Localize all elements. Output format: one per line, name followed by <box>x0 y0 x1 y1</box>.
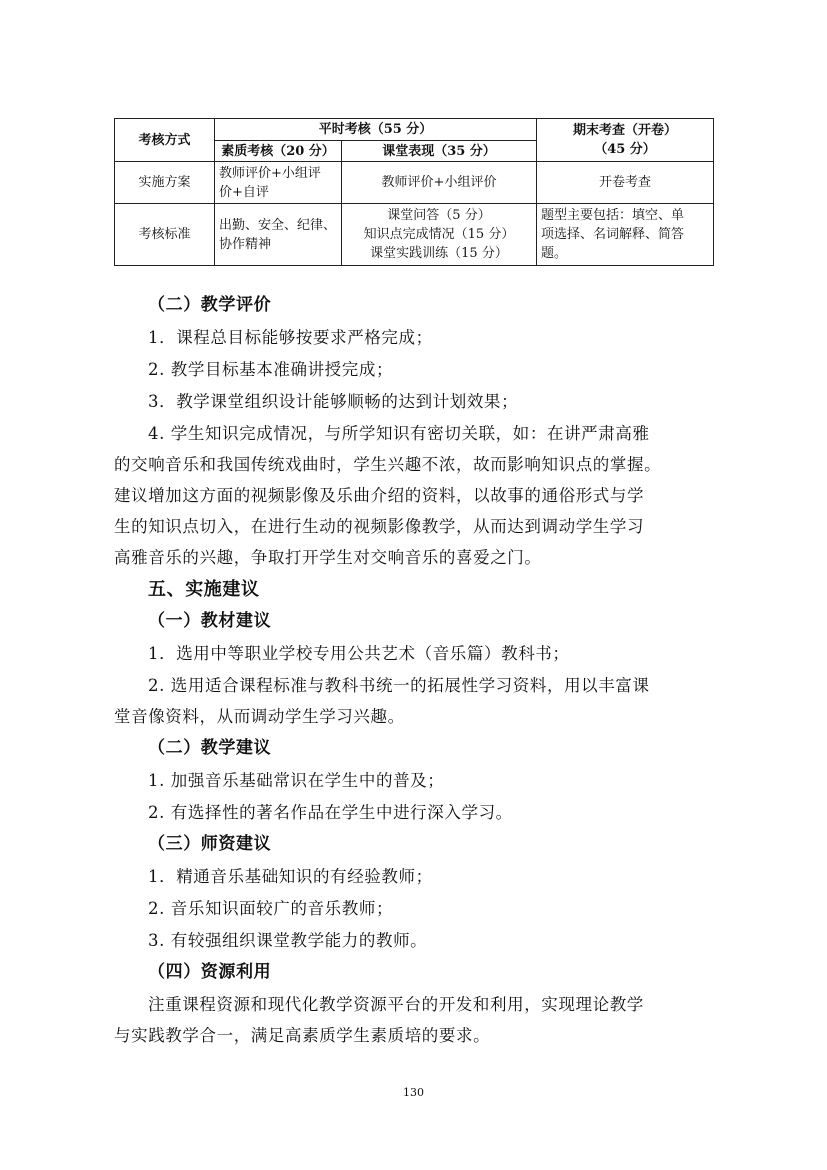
paragraph: 高雅音乐的兴趣，争取打开学生对交响音乐的喜爱之门。 <box>114 548 542 567</box>
cell-line: 课堂问答（5 分） <box>387 208 491 223</box>
paragraph: 1．选用中等职业学校专用公共艺术（音乐篇）教科书； <box>148 644 570 663</box>
plan-row-label: 实施方案 <box>115 162 215 204</box>
plan-quality-cell <box>215 162 342 204</box>
section-heading: 五、实施建议 <box>148 579 260 600</box>
table-row <box>115 162 714 204</box>
standard-row-label: 考核标准 <box>115 204 215 266</box>
quality-header: 素质考核（20 分） <box>215 141 342 162</box>
table-row <box>115 119 714 141</box>
cell-line: 协作精神 <box>219 236 272 252</box>
class-performance-header: 课堂表现（35 分） <box>342 141 537 162</box>
standard-quality-cell <box>215 204 342 266</box>
paragraph: 的交响音乐和我国传统戏曲时，学生兴趣不浓，故而影响知识点的掌握。 <box>114 455 662 474</box>
cell-line: 知识点完成情况（15 分） <box>363 227 515 242</box>
plan-class-cell: 教师评价+小组评价 <box>342 162 537 204</box>
paragraph: 堂音像资料，从而调动学生学习兴趣。 <box>114 707 405 726</box>
method-header: 考核方式 <box>115 119 215 162</box>
paragraph: 1．精通音乐基础知识的有经验教师； <box>148 867 433 886</box>
assessment-table <box>114 118 714 266</box>
paragraph: 4. 学生知识完成情况，与所学知识有密切关联，如：在讲严肃高雅 <box>148 424 650 443</box>
plan-final-cell: 开卷考查 <box>537 162 714 204</box>
paragraph: 注重课程资源和现代化教学资源平台的开发和利用，实现理论教学 <box>148 995 644 1014</box>
paragraph: 2. 有选择性的著名作品在学生中进行深入学习。 <box>148 803 513 822</box>
teaching-advice-heading: （二）教学建议 <box>148 738 272 758</box>
final-header-line2: （45 分） <box>594 142 656 157</box>
cell-line: 项选择、名词解释、简答 <box>541 227 685 242</box>
cell-line: 教师评价+小组评 <box>219 165 321 181</box>
paragraph: 3．教学课堂组织设计能够顺畅的达到计划效果； <box>148 392 519 411</box>
paragraph: 1．课程总目标能够按要求严格完成； <box>148 328 433 347</box>
paragraph: 与实践教学合一，满足高素质学生素质培的要求。 <box>114 1026 491 1045</box>
resources-heading: （四）资源利用 <box>148 962 272 982</box>
staff-heading: （三）师资建议 <box>148 834 272 854</box>
cell-line: 题型主要包括：填空、单 <box>541 208 685 223</box>
paragraph: 2. 选用适合课程标准与教科书统一的拓展性学习资料，用以丰富课 <box>148 676 650 695</box>
paragraph: 3. 有较强组织课堂教学能力的教师。 <box>148 931 428 950</box>
standard-final-cell <box>537 204 714 266</box>
paragraph: 2. 教学目标基本准确讲授完成； <box>148 360 394 379</box>
table-row <box>115 204 714 266</box>
paragraph: 1. 加强音乐基础常识在学生中的普及； <box>148 771 445 790</box>
textbook-heading: （一）教材建议 <box>148 611 272 631</box>
cell-line: 价+自评 <box>219 184 269 200</box>
final-assessment-header <box>537 119 714 162</box>
paragraph: 2. 音乐知识面较广的音乐教师； <box>148 899 394 918</box>
standard-class-cell <box>342 204 537 266</box>
cell-line: 题。 <box>541 246 568 261</box>
cell-line: 出勤、安全、纪律、 <box>219 217 337 233</box>
regular-assessment-header: 平时考核（55 分） <box>215 119 537 141</box>
paragraph: 生的知识点切入，在进行生动的视频影像教学，从而达到调动学生学习 <box>114 517 645 536</box>
page-number: 130 <box>403 1086 424 1099</box>
final-header-line1: 期末考查（开卷） <box>572 123 677 138</box>
paragraph: 建议增加这方面的视频影像及乐曲介绍的资料，以故事的通俗形式与学 <box>114 486 645 505</box>
cell-line: 课堂实践训练（15 分） <box>370 246 508 261</box>
teaching-evaluation-heading: （二）教学评价 <box>148 295 272 315</box>
